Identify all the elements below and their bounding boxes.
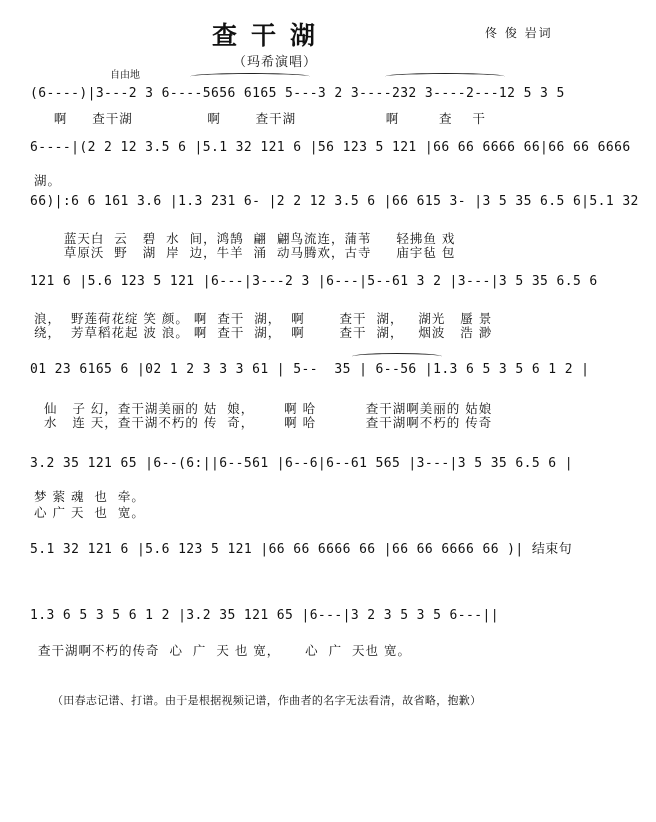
lyrics-line-6b: 心 广 天 也 宽。 [34, 505, 145, 520]
lyrics-line-5b: 水 连 天，查干湖不朽的 传 奇， 啊 哈 查干湖啊不朽的 传奇 [34, 415, 493, 430]
notation-line-8: 1.3 6 5 3 5 6 1 2 |3.2 35 121 65 |6---|3 2 3 5 3 5 6---|| [30, 608, 499, 623]
footer-note: （田春志记谱、打谱。由于是根据视频记谱，作曲者的名字无法看清，故省略，抱歉） [52, 694, 482, 707]
lyricist-credit: 佟 俊 岩词 [485, 26, 553, 40]
notation-line-5: 01 23 6165 6 |02 1 2 3 3 3 61 | 5-- 35 | 6--56 |1.3 6 5 3 5 6 1 2 | [30, 362, 590, 377]
lyrics-line-5a: 仙 子 幻，查干湖美丽的 姑 娘， 啊 哈 查干湖啊美丽的 姑娘 [34, 401, 493, 416]
notation-line-1: (6----)|3---2 3 6----5656 6165 5---3 2 3----232 3----2---12 5 3 5 [30, 86, 565, 101]
notation-line-7: 5.1 32 121 6 |5.6 123 5 121 |66 66 6666 66 |66 66 6666 66 )| 结束句 [30, 542, 573, 557]
lyrics-line-3a: 蓝天白 云 碧 水 间，鸿鹄 翩 翩鸟流连，蒲苇 轻拂鱼 戏 [34, 231, 456, 246]
singer-credit: （玛希演唱） [233, 55, 318, 70]
notation-line-3: 66)|:6 6 161 3.6 |1.3 231 6- |2 2 12 3.5 6 |66 615 3- |3 5 35 6.5 6|5.1 32 [30, 194, 639, 209]
lyrics-line-3b: 草原沃 野 湖 岸 边，牛羊 涌 动马腾欢，古寺 庙宇毡 包 [34, 245, 456, 260]
song-title: 查干湖 [212, 21, 330, 50]
lyrics-line-8: 查干湖啊不朽的传奇 心 广 天 也 宽， 心 广 天也 宽。 [38, 643, 412, 658]
lyrics-line-6a: 梦 萦 魂 也 牵。 [34, 489, 145, 504]
lyrics-line-4a: 浪， 野莲荷花绽 笑 颜。 啊 查干 湖， 啊 查干 湖， 湖光 蜃 景 [34, 311, 493, 326]
lyrics-line-1: 啊 查干湖 啊 查干湖 啊 查 干 [34, 111, 486, 126]
tempo-marking: 自由地 [110, 70, 140, 81]
slur-mark [385, 73, 505, 80]
slur-mark [352, 353, 442, 360]
slur-mark [190, 73, 310, 80]
lyrics-line-2: 湖。 [34, 173, 62, 188]
lyrics-line-4b: 绕， 芳草稻花起 波 浪。 啊 查干 湖， 啊 查干 湖， 烟波 浩 渺 [34, 325, 493, 340]
notation-line-4: 121 6 |5.6 123 5 121 |6---|3---2 3 |6---|5--61 3 2 |3---|3 5 35 6.5 6 [30, 274, 598, 289]
notation-line-6: 3.2 35 121 65 |6--(6:||6--561 |6--6|6--61 565 |3---|3 5 35 6.5 6 | [30, 456, 573, 471]
notation-line-2: 6----|(2 2 12 3.5 6 |5.1 32 121 6 |56 123 5 121 |66 66 6666 66|66 66 6666 [30, 140, 631, 155]
